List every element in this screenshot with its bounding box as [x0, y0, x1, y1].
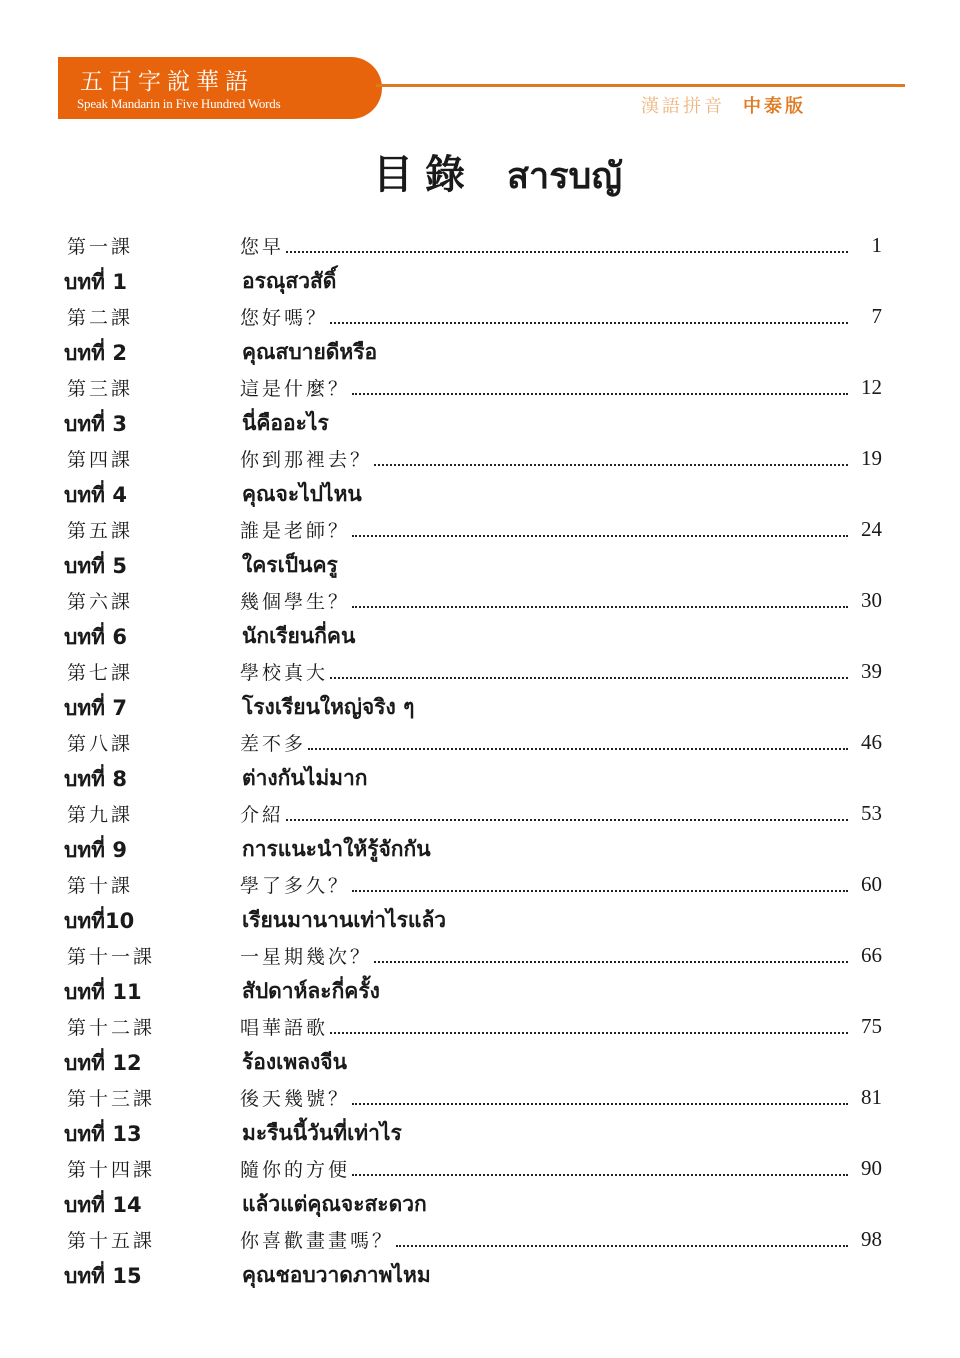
- lesson-title-row: [240, 658, 848, 684]
- lesson-title-row: [240, 942, 848, 968]
- book-title-english: Speak Mandarin in Five Hundred Words: [77, 96, 281, 111]
- dot-leader: [286, 250, 848, 253]
- table-of-contents: [0, 228, 960, 1293]
- lesson-title-thai: คุณชอบวาดภาพไหม: [242, 1263, 431, 1287]
- lesson-title-chinese: 介紹: [240, 804, 285, 826]
- lesson-title-row: [240, 871, 848, 897]
- lesson-title-chinese: 後天幾號？: [240, 1088, 351, 1110]
- lesson-title-thai: ร้องเพลงจีน: [242, 1050, 347, 1074]
- toc-entry[interactable]: [0, 1080, 960, 1151]
- lesson-title-row: [240, 800, 848, 826]
- toc-entry[interactable]: [0, 583, 960, 654]
- lesson-number-chinese: 第十五課: [67, 1230, 156, 1252]
- toc-entry[interactable]: [0, 1222, 960, 1293]
- lesson-title-chinese: 您好嗎？: [240, 307, 329, 329]
- lesson-title-chinese: 學校真大: [240, 662, 329, 684]
- lesson-title-chinese: 學了多久？: [240, 875, 351, 897]
- page-number[interactable]: 1: [871, 233, 882, 257]
- lesson-title-thai: นี่คืออะไร: [242, 411, 329, 435]
- page-title-chinese: 目錄: [373, 151, 477, 198]
- lesson-title-thai: คุณสบายดีหรือ: [242, 340, 378, 364]
- lesson-number-thai: บทที่ 13: [64, 1122, 142, 1146]
- lesson-title-thai: มะรืนนี้วันที่เท่าไร: [242, 1121, 402, 1145]
- toc-entry[interactable]: [0, 867, 960, 938]
- lesson-title-chinese: 一星期幾次？: [240, 946, 373, 968]
- lesson-number-chinese: 第六課: [67, 591, 134, 613]
- dot-leader: [374, 463, 848, 466]
- lesson-title-row: [240, 1155, 848, 1181]
- dot-leader: [352, 889, 848, 892]
- toc-entry[interactable]: [0, 228, 960, 299]
- lesson-number-chinese: 第三課: [67, 378, 134, 400]
- book-title-banner: [58, 57, 382, 119]
- lesson-title-row: [240, 445, 848, 471]
- page-number[interactable]: 75: [861, 1014, 882, 1038]
- lesson-number-thai: บทที่ 8: [64, 767, 127, 791]
- lesson-title-row: [240, 1013, 848, 1039]
- lesson-number-thai: บทที่ 5: [64, 554, 127, 578]
- page-number[interactable]: 60: [861, 872, 882, 896]
- lesson-number-thai: บทที่ 4: [64, 483, 127, 507]
- lesson-title-thai: การแนะนำให้รู้จักกัน: [242, 837, 431, 861]
- lesson-title-chinese: 您早: [240, 236, 285, 258]
- toc-entry[interactable]: [0, 938, 960, 1009]
- lesson-title-thai: แล้วแต่คุณจะสะดวก: [242, 1192, 427, 1216]
- toc-entry[interactable]: [0, 1151, 960, 1222]
- page-number[interactable]: 30: [861, 588, 882, 612]
- lesson-number-thai: บทที่10: [64, 909, 135, 933]
- lesson-title-chinese: 你到那裡去？: [240, 449, 373, 471]
- page-number[interactable]: 90: [861, 1156, 882, 1180]
- dot-leader: [308, 747, 848, 750]
- edition-subtitle: [641, 92, 806, 118]
- page-number[interactable]: 98: [861, 1227, 882, 1251]
- dot-leader: [286, 818, 848, 821]
- lesson-title-row: [240, 729, 848, 755]
- lesson-title-thai: ต่างกันไม่มาก: [242, 766, 368, 790]
- page-number[interactable]: 46: [861, 730, 882, 754]
- lesson-number-thai: บทที่ 11: [64, 980, 142, 1004]
- toc-entry[interactable]: [0, 725, 960, 796]
- lesson-title-thai: ใครเป็นครู: [242, 553, 338, 577]
- lesson-number-thai: บทที่ 14: [64, 1193, 142, 1217]
- lesson-title-thai: สัปดาห์ละกี่ครั้ง: [242, 979, 380, 1003]
- lesson-number-thai: บทที่ 3: [64, 412, 127, 436]
- lesson-number-thai: บทที่ 6: [64, 625, 127, 649]
- lesson-number-thai: บทที่ 12: [64, 1051, 142, 1075]
- edition-pinyin-label: 漢語拼音: [641, 96, 725, 117]
- lesson-title-chinese: 你喜歡畫畫嗎？: [240, 1230, 395, 1252]
- dot-leader: [352, 534, 848, 537]
- lesson-number-chinese: 第五課: [67, 520, 134, 542]
- dot-leader: [396, 1244, 848, 1247]
- lesson-title-chinese: 這是什麼？: [240, 378, 351, 400]
- dot-leader: [330, 1031, 848, 1034]
- toc-entry[interactable]: [0, 299, 960, 370]
- lesson-number-chinese: 第十四課: [67, 1159, 156, 1181]
- lesson-title-row: [240, 516, 848, 542]
- lesson-number-chinese: 第四課: [67, 449, 134, 471]
- page-number[interactable]: 19: [861, 446, 882, 470]
- lesson-title-thai: เรียนมานานเท่าไรแล้ว: [242, 908, 447, 932]
- lesson-number-thai: บทที่ 1: [64, 270, 127, 294]
- dot-leader: [352, 605, 848, 608]
- lesson-number-chinese: 第十一課: [67, 946, 156, 968]
- toc-entry[interactable]: [0, 512, 960, 583]
- toc-entry[interactable]: [0, 370, 960, 441]
- dot-leader: [352, 1173, 848, 1176]
- dot-leader: [352, 392, 848, 395]
- lesson-title-row: [240, 232, 848, 258]
- toc-entry[interactable]: [0, 1009, 960, 1080]
- page-title: [373, 143, 622, 204]
- lesson-title-row: [240, 587, 848, 613]
- toc-entry[interactable]: [0, 654, 960, 725]
- book-title-chinese: 五百字說華語: [80, 69, 254, 95]
- lesson-title-thai: อรณุสวสัดิ์: [242, 269, 337, 293]
- lesson-number-chinese: 第九課: [67, 804, 134, 826]
- lesson-title-row: [240, 374, 848, 400]
- lesson-number-chinese: 第十二課: [67, 1017, 156, 1039]
- edition-version-label: 中泰版: [743, 96, 806, 117]
- lesson-number-chinese: 第七課: [67, 662, 134, 684]
- lesson-title-chinese: 誰是老師？: [240, 520, 351, 542]
- lesson-title-chinese: 幾個學生？: [240, 591, 351, 613]
- page-number[interactable]: 39: [861, 659, 882, 683]
- lesson-title-row: [240, 1226, 848, 1252]
- lesson-number-chinese: 第二課: [67, 307, 134, 329]
- lesson-number-thai: บทที่ 2: [64, 341, 127, 365]
- lesson-number-chinese: 第十三課: [67, 1088, 156, 1110]
- dot-leader: [330, 676, 848, 679]
- lesson-title-chinese: 隨你的方便: [240, 1159, 351, 1181]
- lesson-title-row: [240, 303, 848, 329]
- lesson-title-thai: คุณจะไปไหน: [242, 482, 362, 506]
- lesson-number-chinese: 第八課: [67, 733, 134, 755]
- lesson-number-thai: บทที่ 7: [64, 696, 127, 720]
- page-number[interactable]: 81: [861, 1085, 882, 1109]
- lesson-title-chinese: 差不多: [240, 733, 307, 755]
- toc-entry[interactable]: [0, 441, 960, 512]
- dot-leader: [352, 1102, 848, 1105]
- page-number[interactable]: 7: [871, 304, 882, 328]
- lesson-title-chinese: 唱華語歌: [240, 1017, 329, 1039]
- page-number[interactable]: 66: [861, 943, 882, 967]
- page-number[interactable]: 12: [861, 375, 882, 399]
- lesson-title-thai: นักเรียนกี่คน: [242, 624, 356, 648]
- lesson-title-thai: โรงเรียนใหญ่จริง ๆ: [242, 695, 415, 719]
- toc-entry[interactable]: [0, 796, 960, 867]
- lesson-number-chinese: 第十課: [67, 875, 134, 897]
- page-number[interactable]: 53: [861, 801, 882, 825]
- dot-leader: [330, 321, 848, 324]
- page-number[interactable]: 24: [861, 517, 882, 541]
- header-divider: [376, 84, 905, 87]
- lesson-title-row: [240, 1084, 848, 1110]
- dot-leader: [374, 960, 848, 963]
- page-title-thai: สารบญั: [507, 156, 623, 197]
- lesson-number-chinese: 第一課: [67, 236, 134, 258]
- lesson-number-thai: บทที่ 15: [64, 1264, 142, 1288]
- lesson-number-thai: บทที่ 9: [64, 838, 127, 862]
